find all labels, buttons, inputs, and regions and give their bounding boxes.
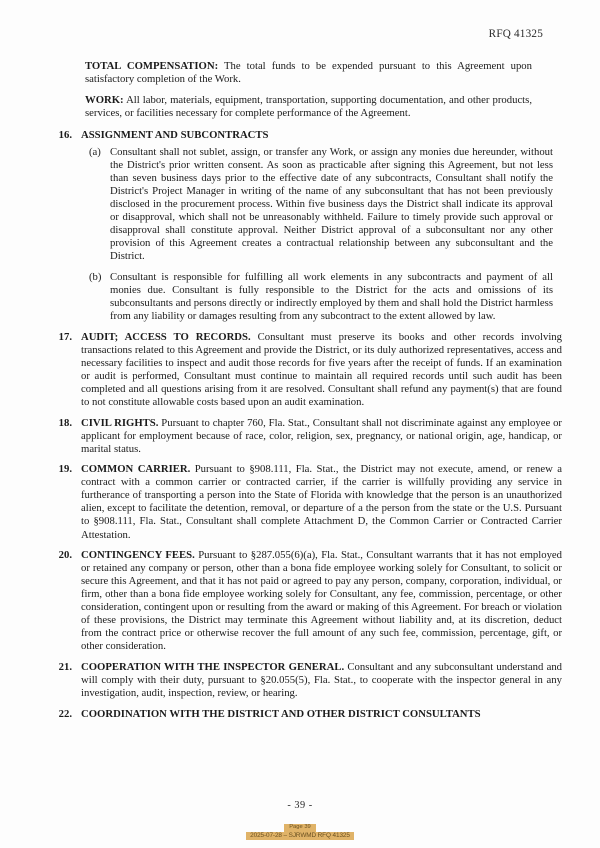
section-body <box>81 549 562 653</box>
stamp-doc-label: 2025-07-28 – SJRWMD RFQ 41325 <box>246 832 354 841</box>
section-body <box>81 331 562 409</box>
section-text: Pursuant to §908.111, Fla. Stat., the District may not execute, amend, or renew a contract with a common carrier or contracted carrier, if the carrier is willfully providing any service in furtherance of transporting a person into the State of Florida with knowledge that the person is an unauthorized alien, except to facilitate the detention, removal, or departure of a the person from the state or the U.S. Pursuant to §908.111, Fla. Stat., Consultant shall complete Attachment D, the Common Carrier or Contracted Carrier Attestation. <box>81 463 562 541</box>
subitem-letter: (a) <box>89 145 101 158</box>
definition-term: TOTAL COMPENSATION: <box>85 60 219 72</box>
definition-total-compensation <box>85 60 532 86</box>
section-22 <box>51 708 562 721</box>
definition-term: WORK: <box>85 93 124 106</box>
subitem-16a <box>89 146 553 263</box>
section-title: COORDINATION WITH THE DISTRICT AND OTHER DISTRICT CONSULTANTS <box>81 708 481 721</box>
section-text: Consultant and any subconsultant understand and will comply with their duty, pursuant to §20.055(5), Fla. Stat., to cooperate with the inspector general in any investigation, audit, inspection, review, or hearing. <box>81 660 563 700</box>
subitem-16b <box>89 271 553 323</box>
section-title: AUDIT; ACCESS TO RECORDS. <box>81 330 251 343</box>
footer-stamp <box>0 824 600 840</box>
section-number: 16. <box>58 128 72 141</box>
section-body <box>81 708 562 721</box>
section-number: 21. <box>58 660 72 673</box>
section-body <box>81 661 562 700</box>
section-number: 19. <box>58 463 72 476</box>
page-header <box>0 28 543 40</box>
section-title: CIVIL RIGHTS. <box>81 416 159 429</box>
section-title: CONTINGENCY FEES. <box>81 549 195 562</box>
section-18 <box>51 417 562 456</box>
definition-text: The total funds to be expended pursuant to this Agreement upon satisfactory completion of the Work. <box>85 60 532 86</box>
page-number: - 39 - <box>287 800 313 811</box>
section-19 <box>51 463 562 541</box>
section-21 <box>51 661 562 700</box>
definition-work <box>85 94 532 120</box>
section-body <box>81 129 562 142</box>
subitem-letter: (b) <box>89 270 102 283</box>
section-body <box>81 417 562 456</box>
section-body <box>81 463 562 541</box>
section-number: 17. <box>58 330 72 343</box>
section-text: Pursuant to §287.055(6)(a), Fla. Stat., Consultant warrants that it has not employed or retained any company or person, other than a bona fide employee working solely for Consultant, to solicit or secure this Agreement, and that it has not paid or agreed to pay any person, company, corporation, individual, or firm, other than a bona fide employee working solely for Consultant, any fee, commission, percentage, or other consideration, contingent upon or resulting from the award or making of this Agreement. For breach or violation of these provisions, the District may terminate this Agreement without liability and, at its discretion, deduct from the contract price or otherwise recover the full amount of any such fee, commission, percentage, gift, or other consideration. <box>81 549 563 653</box>
section-title: COOPERATION WITH THE INSPECTOR GENERAL. <box>81 660 345 673</box>
section-title: ASSIGNMENT AND SUBCONTRACTS <box>81 128 269 141</box>
stamp-page-label: Page 39 <box>284 824 316 832</box>
section-text: Pursuant to chapter 760, Fla. Stat., Consultant shall not discriminate against any employee or applicant for employment because of race, color, religion, sex, pregnancy, or national origin, age, handicap, or marital status. <box>81 416 562 455</box>
document-body <box>33 60 567 725</box>
header-rfq-number: RFQ 41325 <box>488 28 543 40</box>
section-number: 18. <box>58 416 72 429</box>
section-number: 20. <box>58 549 72 562</box>
section-number: 22. <box>58 708 72 721</box>
section-16 <box>51 129 562 142</box>
subitem-text: Consultant is responsible for fulfilling all work elements in any subcontracts and payment of all monies due. Consultant is fully responsible to the District for the acts and omissions of its subconsultants and persons directly or indirectly employed by them and shall hold the District harmless from any liability or damages resulting from any subcontract to the extent allowed by law. <box>110 270 553 322</box>
subitem-text: Consultant shall not sublet, assign, or transfer any Work, or assign any monies due hereunder, without the District's prior written consent. As soon as practicable after signing this Agreement, but not less than seven business days prior to the effective date of any subcontracts, Consultant shall notify the District's Project Manager in writing of the name of any subconsultant that has not been previously disclosed in the procurement process. Within five business days the District shall indicate its approval or disapproval, which shall not be unreasonably withheld. Failure to timely provide such approval or disapproval shall constitute approval. Neither District approval of a subconsultant nor any other provision of this Agreement creates a contractual relationship between any subconsultant and the District. <box>110 145 553 263</box>
section-text: Consultant must preserve its books and other records involving transactions related to this Agreement and provide the District, or its duly authorized representatives, access and necessary facilities to inspect and audit those records for five years after the receipt of funds. If an examination or audit is performed, Consultant must continue to maintain all required records until such audit has been completed and all questions arising from it are resolved. Consultant shall refund any payment(s) that are found to not constitute allowable costs based upon an audit examination. <box>81 330 562 409</box>
section-20 <box>51 549 562 653</box>
section-17 <box>51 331 562 409</box>
section-title: COMMON CARRIER. <box>81 463 191 476</box>
definition-text: All labor, materials, equipment, transportation, supporting documentation, and other products, services, or facilities necessary for complete performance of the Agreement. <box>85 93 532 119</box>
